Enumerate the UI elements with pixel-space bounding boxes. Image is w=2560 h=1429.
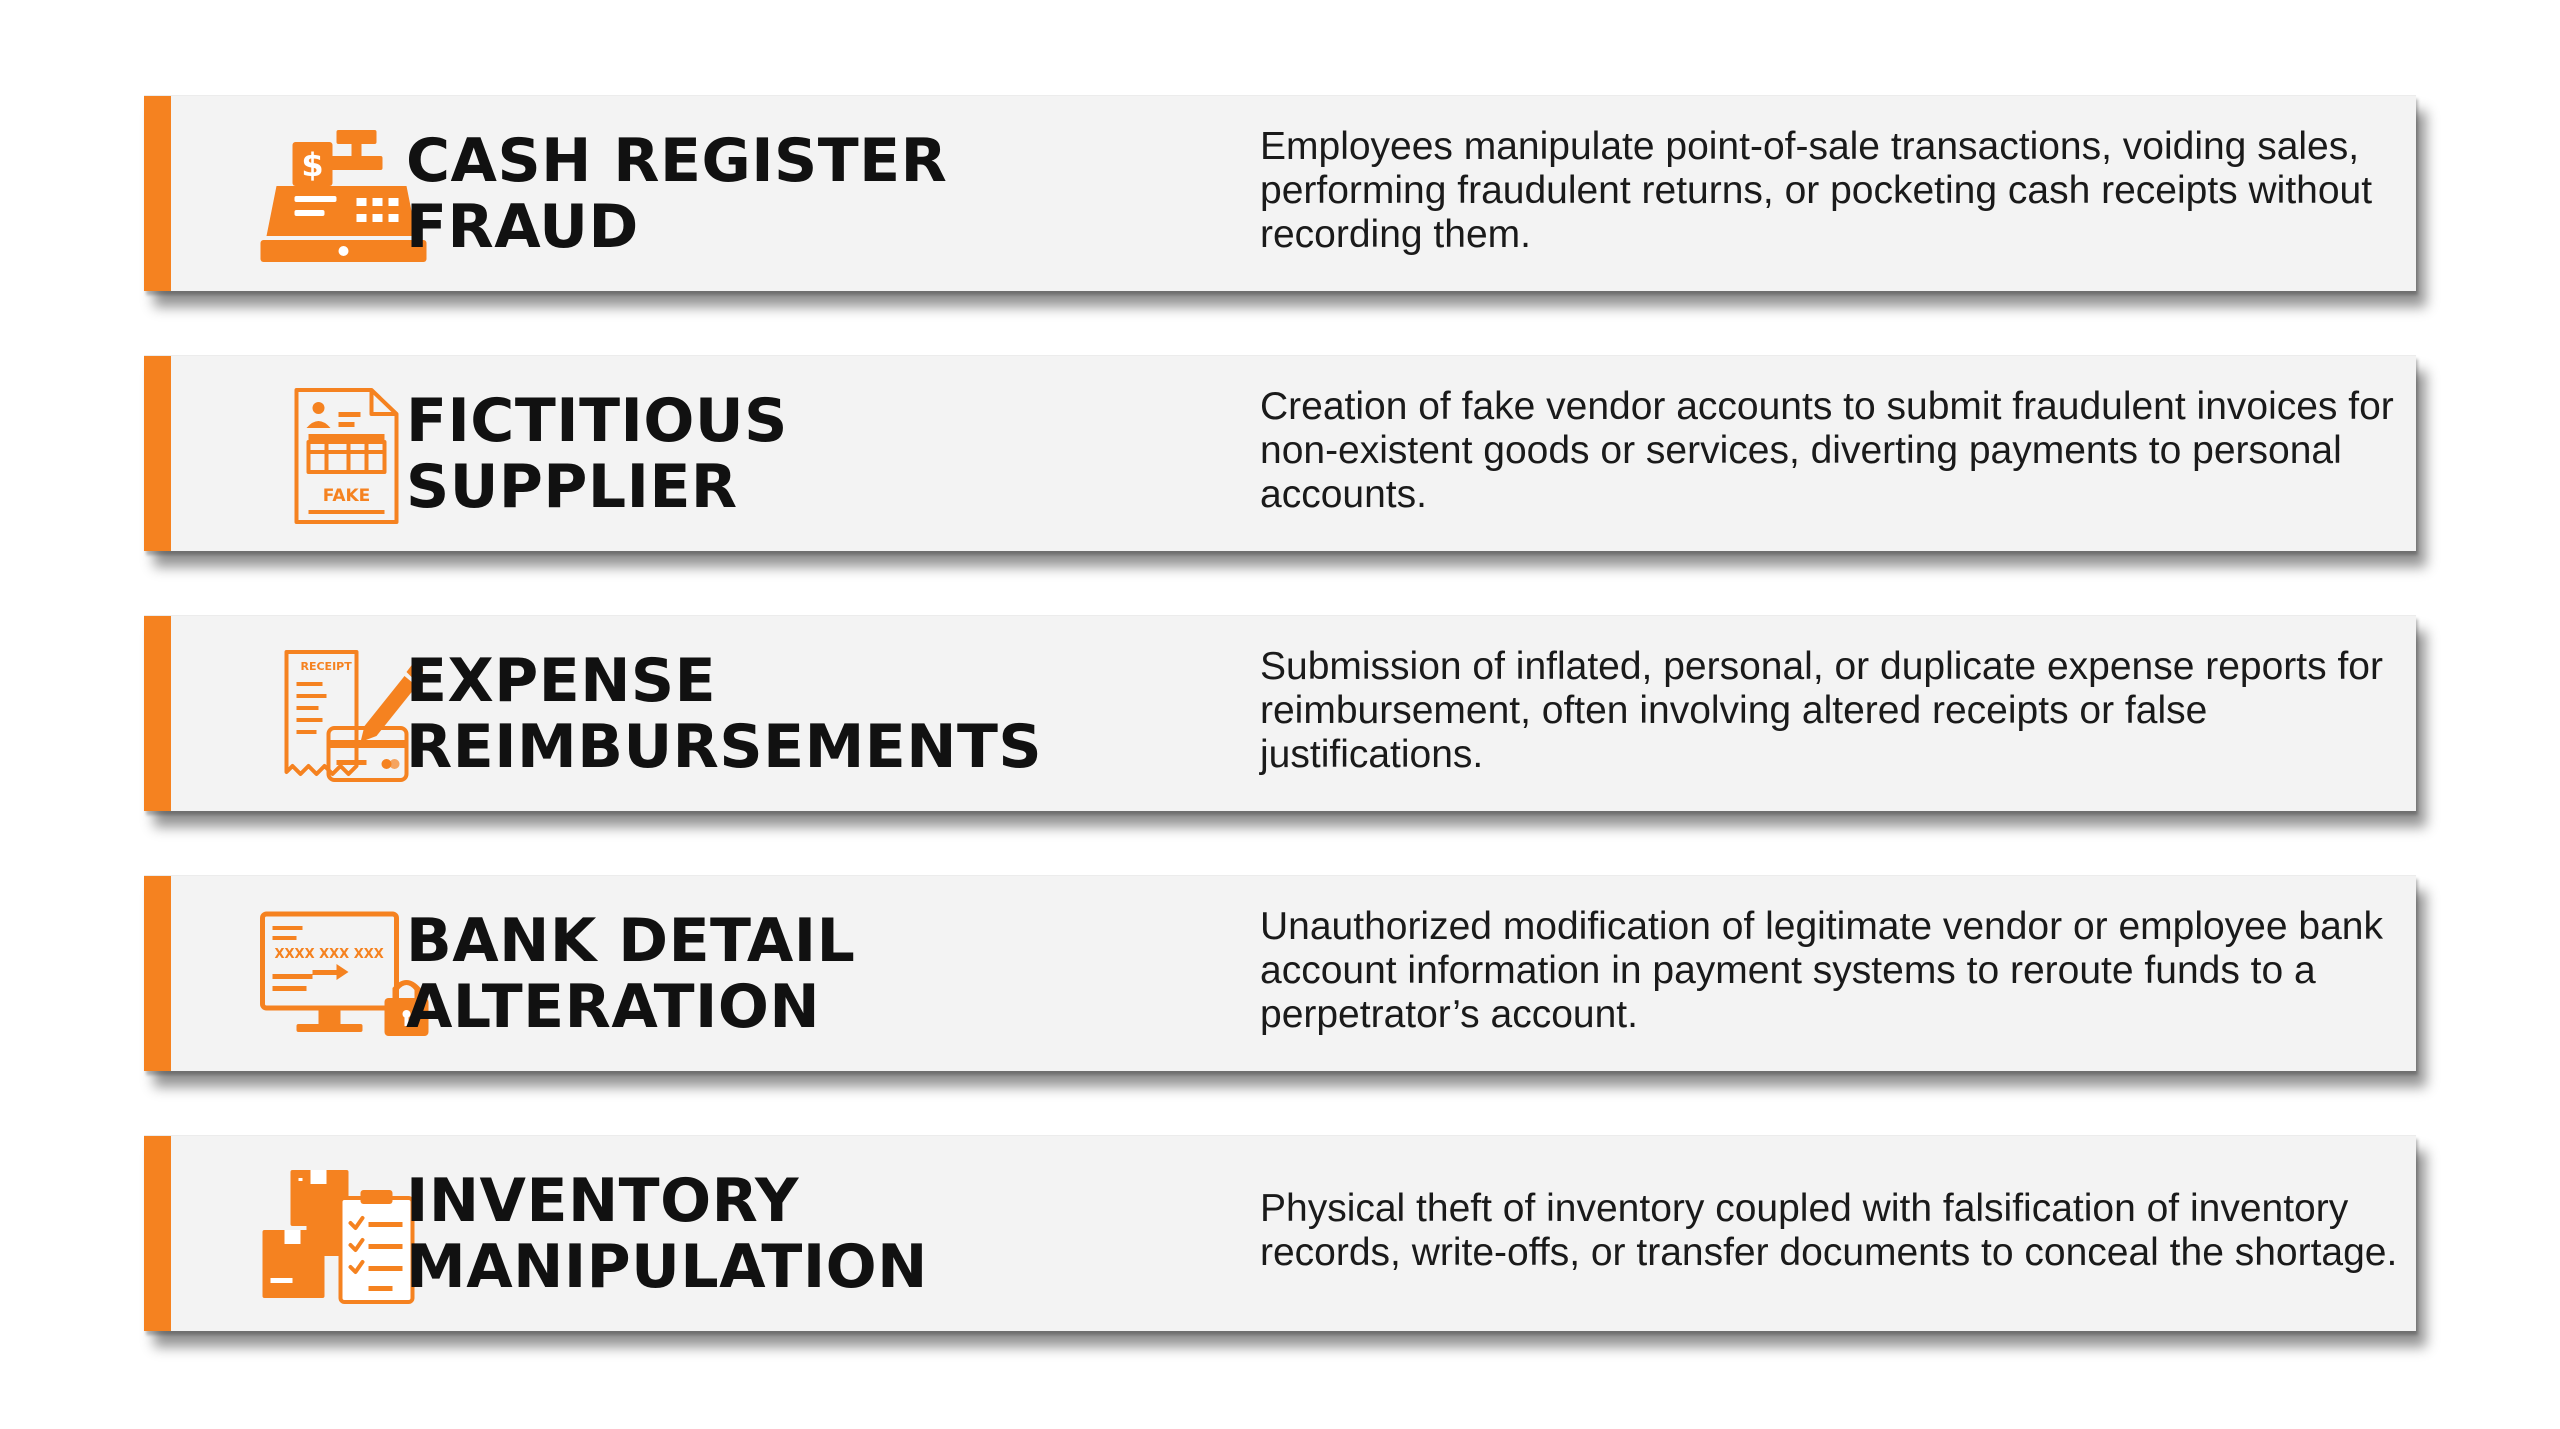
card-title [406,356,1366,551]
svg-text:$: $ [301,146,324,184]
card-bank-detail-alteration [144,875,2416,1071]
title-line-1: CASH REGISTER [406,125,948,196]
title-line-2: MANIPULATION [406,1231,928,1302]
card-inventory-manipulation [144,1135,2416,1331]
title-line-2: REIMBURSEMENTS [406,711,1043,782]
account-number-text: XXXX XXX XXX [274,947,384,962]
card-title [406,96,1366,291]
card-title [406,616,1366,811]
title-line-2: ALTERATION [406,971,821,1042]
accent-bar [144,356,171,551]
receipt-label: RECEIPT [300,660,352,673]
title-line-1: FICTITIOUS [406,385,788,456]
accent-bar [144,96,171,291]
card-description: Unauthorized modification of legitimate vendor or employee bank account information in payment systems to reroute funds to a perpetrator’s account. [1260,904,2383,1036]
title-line-2: FRAUD [406,191,639,262]
card-title [406,876,1366,1071]
title-line-1: INVENTORY [406,1165,799,1236]
accent-bar [144,616,171,811]
card-description: Employees manipulate point-of-sale transactions, voiding sales, performing fraudulent returns, or pocketing cash receipts without recording them. [1260,124,2373,256]
accent-bar [144,876,171,1071]
accent-bar [144,1136,171,1331]
fake-stamp-text: FAKE [322,486,371,506]
card-description: Submission of inflated, personal, or duplicate expense reports for reimbursement, often involving altered receipts or false justifications. [1260,644,2383,776]
card-title [406,1136,1366,1331]
card-fictitious-supplier [144,355,2416,551]
title-line-1: EXPENSE [406,645,717,716]
card-description: Creation of fake vendor accounts to submit fraudulent invoices for non-existent goods or services, diverting payments to personal accounts. [1260,384,2394,516]
card-expense-reimbursements [144,615,2416,811]
card-cash-register-fraud [144,95,2416,291]
card-description: Physical theft of inventory coupled with falsification of inventory records, write-offs, or transfer documents to conceal the shortage. [1260,1186,2398,1274]
title-line-2: SUPPLIER [406,451,738,522]
title-line-1: BANK DETAIL [406,905,856,976]
